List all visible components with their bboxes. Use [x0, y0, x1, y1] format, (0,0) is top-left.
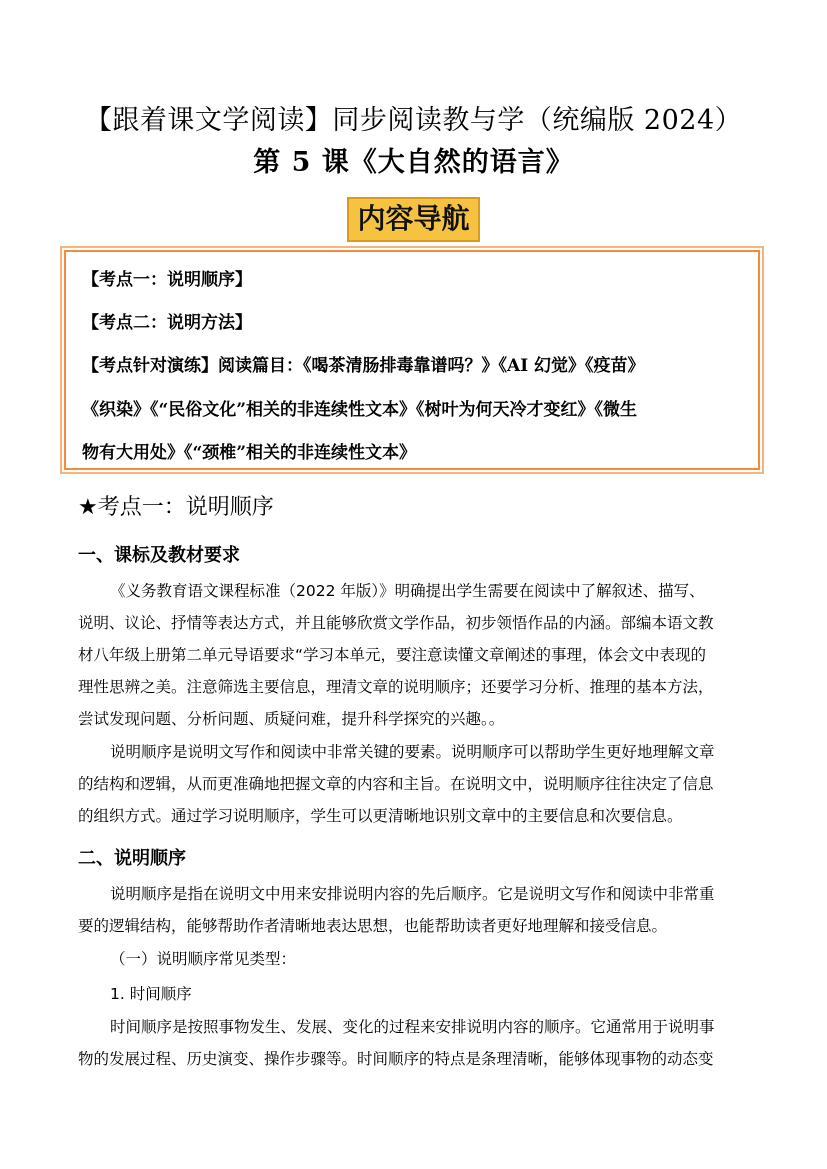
section-heading	[78, 494, 274, 522]
paragraph-line: 尝试发现问题、分析问题、质疑问难，提升科学探究的兴趣。。	[78, 710, 505, 728]
part1-paragraph-1	[78, 575, 754, 735]
nav-line-5: 物有大用处》《“颈椎”相关的非连续性文本》	[82, 443, 417, 463]
paragraph-line: 说明、议论、抒情等表达方式，并且能够欣赏文学作品，初步领悟作品的内涵。部编本语文教	[78, 614, 714, 632]
part2-paragraph-2	[78, 1011, 754, 1075]
paragraph-line: 的组织方式。通过学习说明顺序，学生可以更清晰地识别文章中的主要信息和次要信息。	[78, 807, 683, 825]
part2-item-1: 1. 时间顺序	[110, 985, 192, 1003]
lesson-title: 第 5 课《大自然的语言》	[253, 147, 574, 178]
nav-line-1: 【考点一：说明顺序】	[82, 270, 252, 290]
nav-line-4: 《织染》《“民俗文化”相关的非连续性文本》《树叶为何天冷才变红》《微生	[82, 400, 638, 420]
part2-paragraph-1	[78, 878, 754, 942]
part2-heading: 二、说明顺序	[78, 848, 186, 869]
badge-wrapper	[0, 197, 827, 242]
part2-subheading: （一）说明顺序常见类型：	[110, 950, 297, 968]
paragraph-line: 时间顺序是按照事物发生、发展、变化的过程来安排说明内容的顺序。它通常用于说明事	[110, 1018, 715, 1036]
paragraph-line: 《义务教育语文课程标准（2022 年版）》明确提出学生需要在阅读中了解叙述、描写、	[110, 582, 705, 600]
paragraph-line: 理性思辨之美。注意筛选主要信息，理清文章的说明顺序；还要学习分析、推理的基本方法，	[78, 678, 714, 696]
paragraph-line: 物的发展过程、历史演变、操作步骤等。时间顺序的特点是条理清晰，能够体现事物的动态变	[78, 1050, 714, 1068]
paragraph-line: 说明顺序是说明文写作和阅读中非常关键的要素。说明顺序可以帮助学生更好地理解文章	[110, 743, 715, 761]
paragraph-line: 的结构和逻辑，从而更准确地把握文章的内容和主旨。在说明文中，说明顺序往往决定了信息	[78, 775, 714, 793]
paragraph-line: 材八年级上册第二单元导语要求“学习本单元，要注意读懂文章阐述的事理，体会文中表现的	[78, 646, 707, 664]
content-navigation-badge: 内容导航	[347, 197, 479, 242]
nav-line-2: 【考点二：说明方法】	[82, 313, 252, 333]
document-title: 【跟着课文学阅读】同步阅读教与学（统编版 2024）	[84, 105, 743, 136]
star-icon: ★	[78, 495, 98, 520]
content-navigation-box	[64, 250, 760, 470]
nav-line-3: 【考点针对演练】阅读篇目：《喝茶清肠排毒靠谱吗？》《AI 幻觉》《疫苗》	[82, 356, 645, 376]
section-heading-text: 考点一：说明顺序	[97, 495, 274, 520]
paragraph-line: 说明顺序是指在说明文中用来安排说明内容的先后顺序。它是说明文写作和阅读中非常重	[110, 885, 715, 903]
paragraph-line: 要的逻辑结构，能够帮助作者清晰地表达思想，也能帮助读者更好地理解和接受信息。	[78, 917, 668, 935]
part1-heading: 一、课标及教材要求	[78, 545, 240, 566]
part1-paragraph-2	[78, 736, 754, 832]
